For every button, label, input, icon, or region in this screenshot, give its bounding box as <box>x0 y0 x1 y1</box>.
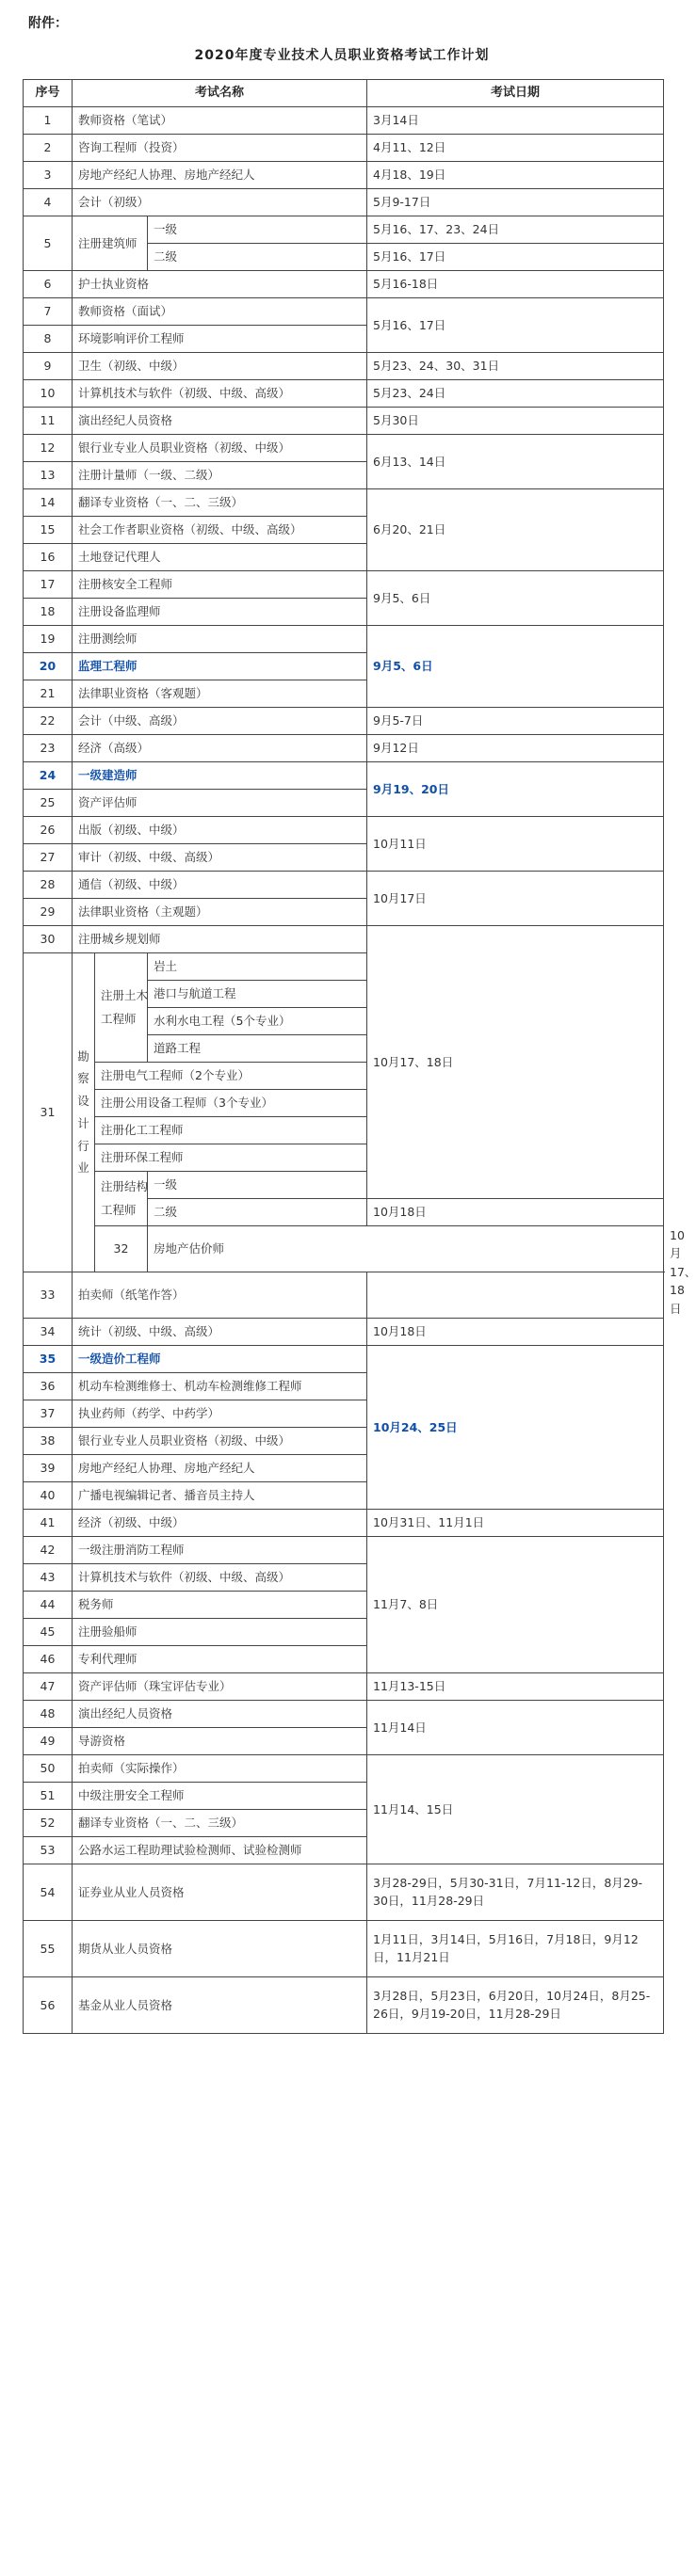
exam-name: 社会工作者职业资格（初级、中级、高级） <box>73 517 367 544</box>
exam-name: 一级造价工程师 <box>73 1345 367 1372</box>
row-no: 14 <box>24 489 73 517</box>
exam-name: 房地产估价师 <box>148 1226 664 1272</box>
exam-name: 法律职业资格（主观题） <box>73 899 367 926</box>
row-no: 32 <box>95 1226 148 1272</box>
row-no: 45 <box>24 1618 73 1645</box>
exam-name: 机动车检测维修士、机动车检测维修工程师 <box>73 1372 367 1400</box>
exam-name: 卫生（初级、中级） <box>73 353 367 380</box>
group-label: 注册结构工程师 <box>95 1172 148 1226</box>
row-no: 31 <box>24 953 73 1272</box>
table-row <box>24 135 664 162</box>
header-exam-date: 考试日期 <box>367 80 664 107</box>
row-no: 27 <box>24 844 73 872</box>
exam-date: 5月30日 <box>367 408 664 435</box>
exam-name: 专利代理师 <box>73 1645 367 1672</box>
exam-name: 注册测绘师 <box>73 626 367 653</box>
exam-date: 6月20、21日 <box>367 489 664 571</box>
row-no: 40 <box>24 1481 73 1509</box>
table-row <box>24 298 664 326</box>
exam-date: 10月18日 <box>367 1318 664 1345</box>
table-row <box>24 735 664 762</box>
table-row <box>24 626 664 653</box>
row-no: 24 <box>24 762 73 790</box>
attachment-label: 附件： <box>28 16 68 31</box>
exam-date: 11月14、15日 <box>367 1754 664 1864</box>
exam-name: 基金从业人员资格 <box>73 1976 367 2033</box>
exam-name: 计算机技术与软件（初级、中级、高级） <box>73 1563 367 1591</box>
exam-name: 银行业专业人员职业资格（初级、中级） <box>73 435 367 462</box>
exam-date: 3月14日 <box>367 107 664 135</box>
exam-date: 5月23、24、30、31日 <box>367 353 664 380</box>
row-no: 37 <box>24 1400 73 1427</box>
exam-name: 资产评估师 <box>73 790 367 817</box>
exam-name: 一级建造师 <box>73 762 367 790</box>
exam-name: 中级注册安全工程师 <box>73 1782 367 1809</box>
row-no: 36 <box>24 1372 73 1400</box>
exam-name: 翻译专业资格（一、二、三级） <box>73 1809 367 1836</box>
exam-name: 注册城乡规划师 <box>73 926 367 953</box>
exam-name: 拍卖师（纸笔作答） <box>73 1272 367 1318</box>
table-row <box>24 408 664 435</box>
exam-name: 审计（初级、中级、高级） <box>73 844 367 872</box>
row-no: 35 <box>24 1345 73 1372</box>
row-no: 28 <box>24 872 73 899</box>
header-exam-name: 考试名称 <box>73 80 367 107</box>
exam-name: 导游资格 <box>73 1727 367 1754</box>
exam-schedule-table <box>23 79 696 2034</box>
row-no: 29 <box>24 899 73 926</box>
row-no: 52 <box>24 1809 73 1836</box>
row-no: 41 <box>24 1509 73 1536</box>
row-no: 48 <box>24 1700 73 1727</box>
row-no: 1 <box>24 107 73 135</box>
row-no: 2 <box>24 135 73 162</box>
table-row <box>24 1920 664 1976</box>
exam-name: 资产评估师（珠宝评估专业） <box>73 1672 367 1700</box>
row-no: 25 <box>24 790 73 817</box>
exam-name: 注册建筑师 <box>73 216 148 271</box>
row-no: 5 <box>24 216 73 271</box>
category-label: 勘察设计行业 <box>73 953 95 1272</box>
exam-date-highlight: 9月19、20日 <box>367 762 664 817</box>
row-no: 33 <box>24 1272 73 1318</box>
row-no: 16 <box>24 544 73 571</box>
header-no: 序号 <box>24 80 73 107</box>
exam-name: 注册计量师（一级、二级） <box>73 462 367 489</box>
exam-name: 护士执业资格 <box>73 271 367 298</box>
exam-name: 翻译专业资格（一、二、三级） <box>73 489 367 517</box>
page-title: 2020年度专业技术人员职业资格考试工作计划 <box>194 48 490 63</box>
table-row <box>24 189 664 216</box>
row-no: 50 <box>24 1754 73 1782</box>
table-row <box>24 1700 664 1727</box>
exam-date: 10月17、18日 <box>367 926 664 1199</box>
exam-date: 11月13-15日 <box>367 1672 664 1700</box>
table-row <box>24 1318 664 1345</box>
row-no: 38 <box>24 1427 73 1454</box>
exam-name: 演出经纪人员资格 <box>73 408 367 435</box>
exam-subname: 一级 <box>148 1172 367 1199</box>
exam-name: 经济（高级） <box>73 735 367 762</box>
exam-date: 10月31日、11月1日 <box>367 1509 664 1536</box>
table-row <box>24 271 664 298</box>
exam-name: 公路水运工程助理试验检测师、试验检测师 <box>73 1836 367 1864</box>
table-row <box>24 216 664 244</box>
exam-name: 法律职业资格（客观题） <box>73 680 367 708</box>
row-no: 20 <box>24 653 73 680</box>
exam-date: 9月5、6日 <box>367 571 664 626</box>
exam-name: 广播电视编辑记者、播音员主持人 <box>73 1481 367 1509</box>
exam-date: 10月17日 <box>367 872 664 926</box>
table-row <box>24 1754 664 1782</box>
exam-name: 通信（初级、中级） <box>73 872 367 899</box>
table-header-row <box>24 80 664 107</box>
row-no: 49 <box>24 1727 73 1754</box>
exam-name: 期货从业人员资格 <box>73 1920 367 1976</box>
row-no: 46 <box>24 1645 73 1672</box>
exam-name: 证券业从业人员资格 <box>73 1864 367 1920</box>
exam-name: 一级注册消防工程师 <box>73 1536 367 1563</box>
exam-date: 11月7、8日 <box>367 1536 664 1672</box>
exam-date: 4月11、12日 <box>367 135 664 162</box>
table-row <box>24 435 664 462</box>
exam-name: 土地登记代理人 <box>73 544 367 571</box>
row-no: 17 <box>24 571 73 599</box>
row-no: 9 <box>24 353 73 380</box>
row-no: 39 <box>24 1454 73 1481</box>
exam-name: 注册化工工程师 <box>95 1117 367 1144</box>
exam-date-highlight: 9月5、6日 <box>367 626 664 708</box>
exam-date: 10月11日 <box>367 817 664 872</box>
exam-name: 注册公用设备工程师（3个专业） <box>95 1090 367 1117</box>
row-no: 11 <box>24 408 73 435</box>
table-row <box>24 1672 664 1700</box>
row-no: 43 <box>24 1563 73 1591</box>
row-no: 22 <box>24 708 73 735</box>
exam-name: 拍卖师（实际操作） <box>73 1754 367 1782</box>
row-no: 34 <box>24 1318 73 1345</box>
exam-date: 3月28-29日，5月30-31日，7月11-12日，8月29-30日，11月28-29日 <box>367 1864 664 1920</box>
row-no: 8 <box>24 326 73 353</box>
exam-name: 监理工程师 <box>73 653 367 680</box>
exam-subname: 二级 <box>148 244 367 271</box>
exam-name: 注册验船师 <box>73 1618 367 1645</box>
exam-name: 出版（初级、中级） <box>73 817 367 844</box>
row-no: 13 <box>24 462 73 489</box>
table-row <box>24 926 664 953</box>
exam-name: 会计（初级） <box>73 189 367 216</box>
exam-name: 房地产经纪人协理、房地产经纪人 <box>73 162 367 189</box>
table-row <box>24 872 664 899</box>
exam-name: 注册电气工程师（2个专业） <box>95 1063 367 1090</box>
row-no: 12 <box>24 435 73 462</box>
row-no: 26 <box>24 817 73 844</box>
table-row <box>24 1272 664 1318</box>
exam-name: 注册设备监理师 <box>73 599 367 626</box>
exam-name: 教师资格（面试） <box>73 298 367 326</box>
exam-name: 环境影响评价工程师 <box>73 326 367 353</box>
exam-name: 咨询工程师（投资） <box>73 135 367 162</box>
exam-date: 11月14日 <box>367 1700 664 1754</box>
table-row: 32 房地产估价师 10月17、18日 <box>24 1226 664 1272</box>
row-no: 51 <box>24 1782 73 1809</box>
exam-name: 统计（初级、中级、高级） <box>73 1318 367 1345</box>
exam-name: 会计（中级、高级） <box>73 708 367 735</box>
exam-name: 注册核安全工程师 <box>73 571 367 599</box>
exam-name: 经济（初级、中级） <box>73 1509 367 1536</box>
table-row <box>24 162 664 189</box>
exam-subname: 港口与航道工程 <box>148 981 367 1008</box>
exam-date: 5月16、17、23、24日 <box>367 216 664 244</box>
row-no: 18 <box>24 599 73 626</box>
table-row <box>24 107 664 135</box>
table-row <box>24 1864 664 1920</box>
exam-date: 5月9-17日 <box>367 189 664 216</box>
exam-subname: 一级 <box>148 216 367 244</box>
table-row <box>24 380 664 408</box>
row-no: 23 <box>24 735 73 762</box>
exam-date: 6月13、14日 <box>367 435 664 489</box>
table-row <box>24 817 664 844</box>
exam-subname: 道路工程 <box>148 1035 367 1063</box>
group-label: 注册土木工程师 <box>95 953 148 1063</box>
row-no: 10 <box>24 380 73 408</box>
row-no: 53 <box>24 1836 73 1864</box>
exam-name: 房地产经纪人协理、房地产经纪人 <box>73 1454 367 1481</box>
row-no: 54 <box>24 1864 73 1920</box>
exam-date: 10月18日 <box>367 1199 664 1226</box>
table-row <box>24 1509 664 1536</box>
exam-subname: 水利水电工程（5个专业） <box>148 1008 367 1035</box>
exam-name: 税务师 <box>73 1591 367 1618</box>
row-no: 3 <box>24 162 73 189</box>
row-no: 4 <box>24 189 73 216</box>
exam-subname: 二级 <box>148 1199 367 1226</box>
exam-name: 演出经纪人员资格 <box>73 1700 367 1727</box>
row-no: 55 <box>24 1920 73 1976</box>
row-no: 30 <box>24 926 73 953</box>
exam-date: 5月16、17日 <box>367 298 664 353</box>
table-row <box>24 1536 664 1563</box>
exam-date: 5月16、17日 <box>367 244 664 271</box>
row-no: 15 <box>24 517 73 544</box>
exam-name: 执业药师（药学、中药学） <box>73 1400 367 1427</box>
row-no: 44 <box>24 1591 73 1618</box>
exam-date: 5月23、24日 <box>367 380 664 408</box>
row-no: 56 <box>24 1976 73 2033</box>
table-row-highlight <box>24 762 664 790</box>
exam-name: 教师资格（笔试） <box>73 107 367 135</box>
row-no: 7 <box>24 298 73 326</box>
exam-name: 计算机技术与软件（初级、中级、高级） <box>73 380 367 408</box>
exam-date: 5月16-18日 <box>367 271 664 298</box>
row-no: 42 <box>24 1536 73 1563</box>
table-row <box>24 571 664 599</box>
row-no: 47 <box>24 1672 73 1700</box>
table-row <box>24 353 664 380</box>
exam-date: 3月28日，5月23日，6月20日，10月24日，8月25-26日，9月19-20日，11月28-29日 <box>367 1976 664 2033</box>
exam-date-highlight: 10月24、25日 <box>367 1345 664 1509</box>
exam-date: 1月11日，3月14日，5月16日，7月18日，9月12日，11月21日 <box>367 1920 664 1976</box>
exam-date: 9月5-7日 <box>367 708 664 735</box>
exam-name: 注册环保工程师 <box>95 1144 367 1172</box>
exam-name: 银行业专业人员职业资格（初级、中级） <box>73 1427 367 1454</box>
exam-date: 9月12日 <box>367 735 664 762</box>
table-row <box>24 708 664 735</box>
exam-date: 4月18、19日 <box>367 162 664 189</box>
row-no: 6 <box>24 271 73 298</box>
table-row <box>24 489 664 517</box>
row-no: 19 <box>24 626 73 653</box>
exam-subname: 岩土 <box>148 953 367 981</box>
row-no: 21 <box>24 680 73 708</box>
table-row <box>24 1976 664 2033</box>
table-row-highlight <box>24 1345 664 1372</box>
